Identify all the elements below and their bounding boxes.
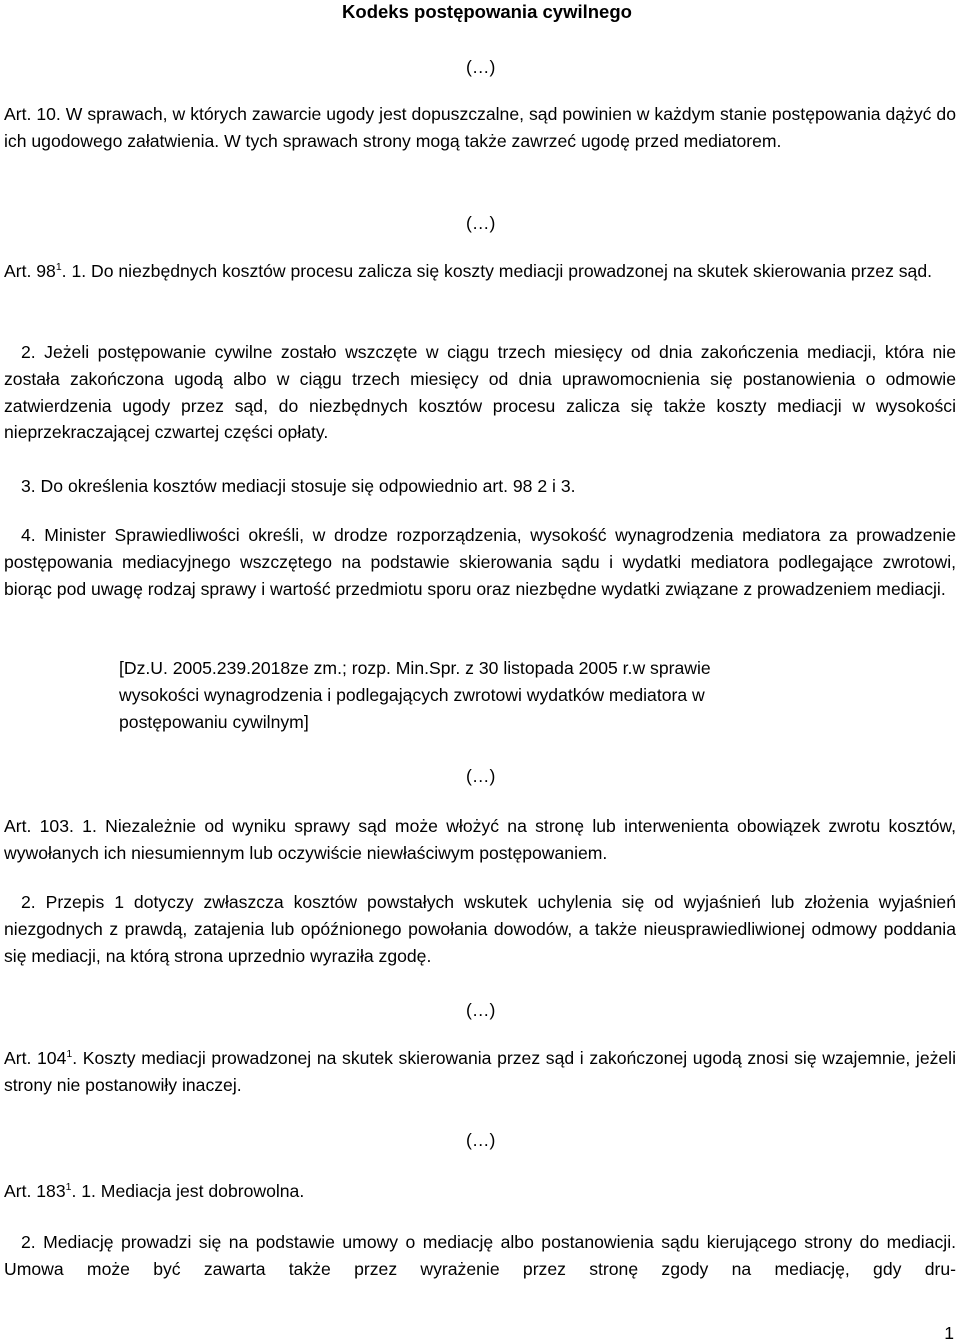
superscript: 1 xyxy=(55,261,62,273)
art-104-paragraph xyxy=(4,1045,956,1099)
ellipsis-marker: (…) xyxy=(466,766,496,786)
superscript: 1 xyxy=(66,1048,73,1060)
article-text: . 1. Mediacja jest dobrowolna. xyxy=(71,1181,305,1201)
art-103-1-paragraph: Art. 103. 1. Niezależnie od wyniku sprawy sąd może włożyć na stronę lub interwenienta obowiązek zwrotu kosztów, wywołanych ich niesumiennym lub oczywiście niewłaściwym postępowaniem. xyxy=(4,816,956,863)
ellipsis-marker: (…) xyxy=(466,1130,496,1150)
art-103-2-paragraph: 2. Przepis 1 dotyczy zwłaszcza kosztów powstałych wskutek uchylenia się od wyjaśnień lub złożenia wyjaśnień niezgodnych z prawdą, zatajenia lub opóźnionego powołania dowodów, a także nieusprawiedliwionej odmowy poddania się mediacji, na którą strona uprzednio wyraziła zgodę. xyxy=(4,892,956,966)
legal-reference-note: [Dz.U. 2005.239.2018ze zm.; rozp. Min.Spr. z 30 listopada 2005 r.w sprawie wysokości wynagrodzenia i podlegających zwrotowi wydatków mediatora w postępowaniu cywilnym] xyxy=(119,658,711,732)
art-98-3-paragraph: 3. Do określenia kosztów mediacji stosuje się odpowiednio art. 98 2 i 3. xyxy=(21,476,576,496)
article-number: Art. 104 xyxy=(4,1048,67,1068)
art-10-paragraph: Art. 10. W sprawach, w których zawarcie ugody jest dopuszczalne, sąd powinien w każdym stanie postępowania dążyć do ich ugodowego załatwienia. W tych sprawach strony mogą także zawrzeć ugodę przed mediatorem. xyxy=(4,104,956,151)
art-183-2-paragraph: 2. Mediację prowadzi się na podstawie umowy o mediację albo postanowienia sądu kierującego strony do mediacji. Umowa może być zawarta także przez wyrażenie przez stronę zgody na mediację, gdy dru- xyxy=(4,1232,956,1279)
art-183-1-paragraph xyxy=(4,1178,956,1205)
superscript: 1 xyxy=(65,1181,72,1193)
document-page xyxy=(4,0,956,1344)
article-number: Art. 183 xyxy=(4,1181,66,1201)
ellipsis-marker: (…) xyxy=(466,213,496,233)
article-text: . 1. Do niezbędnych kosztów procesu zalicza się koszty mediacji prowadzonej na skutek skierowania przez sąd. xyxy=(61,261,933,281)
document-title: Kodeks postępowania cywilnego xyxy=(342,1,632,22)
ellipsis-marker: (…) xyxy=(466,1000,496,1020)
article-number: Art. 98 xyxy=(4,261,56,281)
art-98-1-paragraph xyxy=(4,258,956,285)
art-98-4-paragraph: 4. Minister Sprawiedliwości określi, w drodze rozporządzenia, wysokość wynagrodzenia mediatora za prowadzenie postępowania mediacyjnego wszczętego na podstawie skierowania sądu i wydatki mediatora podlegające zwrotowi, biorąc pod uwagę rodzaj sprawy i wartość przedmiotu sporu oraz niezbędne wydatki związane z prowadzeniem mediacji. xyxy=(4,525,956,599)
art-98-2-paragraph: 2. Jeżeli postępowanie cywilne zostało wszczęte w ciągu trzech miesięcy od dnia zakończenia mediacji, która nie została zakończona ugodą albo w ciągu trzech miesięcy od dnia uprawomocnienia się postanowienia o odmowie zatwierdzenia ugody przez sąd, do niezbędnych kosztów procesu zalicza się także koszty mediacji w wysokości nieprzekraczającej czwartej części opłaty. xyxy=(4,342,956,443)
page-number: 1 xyxy=(944,1323,954,1343)
ellipsis-marker: (…) xyxy=(466,57,496,77)
article-text: . Koszty mediacji prowadzonej na skutek skierowania przez sąd i zakończonej ugodą znosi się wzajemnie, jeżeli strony nie postanowiły inaczej. xyxy=(4,1048,956,1095)
